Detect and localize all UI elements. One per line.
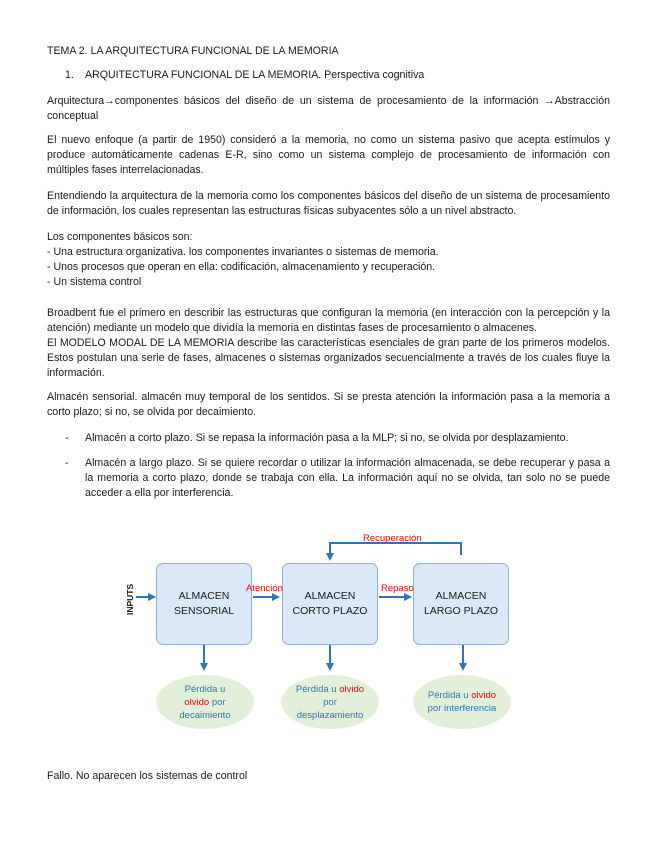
attention-label: Atención (246, 583, 283, 594)
paragraph-new-approach: El nuevo enfoque (a partir de 1950) consideró a la memoria, no como un sistema pasivo que acepta estímulos y produce automáticamente cadenas E-R, sino como un sistema complejo de procesamiento de información con múltiples fases interrelacionadas. (47, 134, 610, 176)
section-number: 1. (65, 69, 74, 81)
paragraph-understanding: Entendiendo la arquitectura de la memoria como los componentes básicos del diseño de un sistema de procesamiento de información, los cuales representan las estructuras físicas subyacentes sólo a un nivel abstracto. (47, 190, 610, 217)
component-item: - Un sistema control (47, 276, 142, 288)
inputs-label: INPUTS (125, 583, 135, 615)
outcome-decay: Pérdida u olvido por decaimiento (156, 675, 254, 729)
paragraph-broadbent: Broadbent fue el primero en describir las estructuras que configuran la memoria (en interacción con la percepción y la atención) mediante un modelo que dividía la memoria en distintas fases de procesamiento o almacenes. (47, 307, 610, 334)
list-item (47, 456, 610, 501)
rehearsal-label: Repaso (381, 583, 414, 594)
long-term-store-box: ALMACEN LARGO PLAZO (413, 563, 509, 645)
sensory-store-box: ALMACEN SENSORIAL (156, 563, 252, 645)
retrieval-label: Recuperación (363, 533, 422, 544)
bullet-dash: - (65, 457, 69, 469)
paragraph-sensory-store: Almacén sensorial. almacén muy temporal de los sentidos. Si se presta atención la información pasa a la memoria a corto plazo; si no, se olvida por decaimiento. (47, 391, 610, 418)
bullet-short-term: Almacén a corto plazo. Si se repasa la información pasa a la MLP; si no, se olvida por desplazamiento. (85, 432, 569, 444)
outcome-displacement: Pérdida u olvido por desplazamiento (281, 675, 379, 729)
bullet-dash: - (65, 432, 69, 444)
component-item: - Unos procesos que operan en ella: codificación, almacenamiento y recuperación. (47, 261, 436, 273)
list-item (47, 431, 610, 446)
components-intro: Los componentes básicos son: (47, 231, 193, 243)
outcome-interference: Pérdida u olvido por interferencia (413, 675, 511, 729)
document-page (47, 44, 610, 511)
bullet-long-term: Almacén a largo plazo. Si se quiere recordar o utilizar la información almacenada, se debe recuperar y pasa a la memoria a corto plazo, donde se trabaja con ella. La información aquí no se olvida, tan solo no se puede acceder a ella por interferencia. (85, 457, 610, 499)
footer-note: Fallo. No aparecen los sistemas de control (47, 770, 248, 782)
doc-title: TEMA 2. LA ARQUITECTURA FUNCIONAL DE LA MEMORIA (47, 45, 339, 57)
paragraph-modal-model: El MODELO MODAL DE LA MEMORIA describe las características esenciales de gran parte de los primeros modelos. Estos postulan una serie de fases, almacenes o sistemas organizados secuencialmente a través de los cuales fluye la información. (47, 337, 610, 379)
modal-model-diagram (120, 525, 530, 740)
section-heading (47, 68, 610, 83)
section-title: ARQUITECTURA FUNCIONAL DE LA MEMORIA. Perspectiva cognitiva (85, 69, 425, 81)
paragraph-architecture: Arquitectura→componentes básicos del diseño de un sistema de procesamiento de la información →Abstracción conceptual (47, 95, 610, 122)
short-term-store-box: ALMACEN CORTO PLAZO (282, 563, 378, 645)
component-item: - Una estructura organizativa. los componentes invariantes o sistemas de memoria. (47, 246, 439, 258)
